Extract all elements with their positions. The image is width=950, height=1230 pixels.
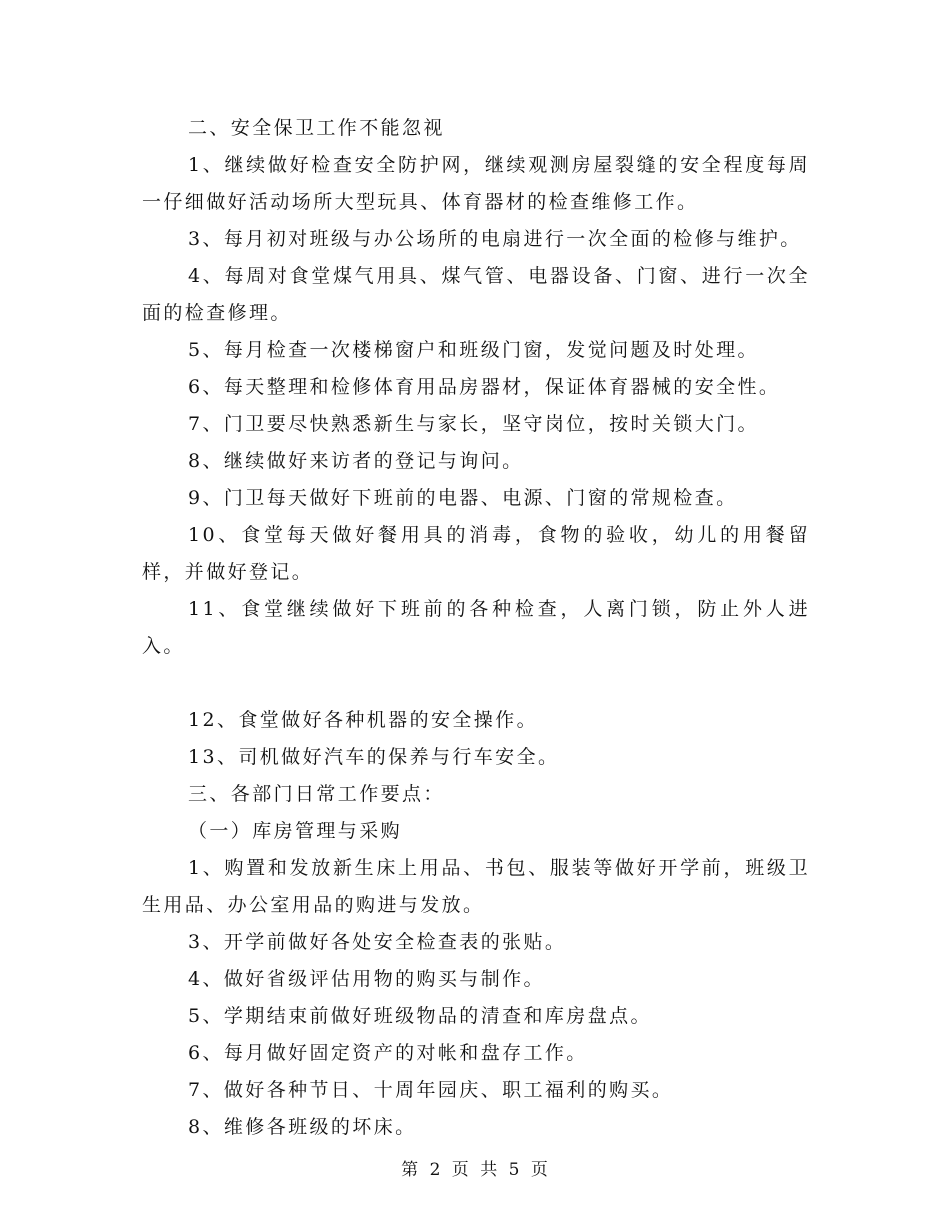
list-item: 1、购置和发放新生床上用品、书包、服装等做好开学前，班级卫生用品、办公室用品的购进与发放。 <box>142 857 810 916</box>
list-item: 3、每月初对班级与办公场所的电扇进行一次全面的检修与维护。 <box>188 228 802 250</box>
list-item: 11、食堂继续做好下班前的各种检查，人离门锁，防止外人进入。 <box>142 598 810 657</box>
list-item: 4、做好省级评估用物的购买与制作。 <box>188 968 545 990</box>
subsection-heading-warehouse: （一）库房管理与采购 <box>188 820 403 842</box>
list-item: 6、每天整理和检修体育用品房器材，保证体育器械的安全性。 <box>188 376 781 398</box>
list-item: 7、门卫要尽快熟悉新生与家长，坚守岗位，按时关锁大门。 <box>188 413 759 435</box>
list-item: 9、门卫每天做好下班前的电器、电源、门窗的常规检查。 <box>188 487 738 509</box>
document-body <box>142 110 810 1146</box>
section-heading-security: 二、安全保卫工作不能忽视 <box>188 117 445 139</box>
list-item: 8、维修各班级的坏床。 <box>188 1116 417 1138</box>
list-item: 1、继续做好检查安全防护网，继续观测房屋裂缝的安全程度每周一仔细做好活动场所大型玩具、体育器材的检查维修工作。 <box>142 154 810 213</box>
list-item: 7、做好各种节日、十周年园庆、职工福利的购买。 <box>188 1079 674 1101</box>
page-number-footer: 第 2 页 共 5 页 <box>401 1160 549 1180</box>
list-item: 8、继续做好来访者的登记与询问。 <box>188 450 524 472</box>
list-item: 3、开学前做好各处安全检查表的张贴。 <box>188 931 567 953</box>
list-item: 6、每月做好固定资产的对帐和盘存工作。 <box>188 1042 588 1064</box>
list-item: 12、食堂做好各种机器的安全操作。 <box>188 709 538 731</box>
list-item: 10、食堂每天做好餐用具的消毒，食物的验收，幼儿的用餐留样，并做好登记。 <box>142 524 810 583</box>
list-item: 5、每月检查一次楼梯窗户和班级门窗，发觉问题及时处理。 <box>188 339 759 361</box>
list-item: 4、每周对食堂煤气用具、煤气管、电器设备、门窗、进行一次全面的检查修理。 <box>142 265 810 324</box>
section-heading-departments: 三、各部门日常工作要点： <box>188 783 445 805</box>
list-item: 5、学期结束前做好班级物品的清查和库房盘点。 <box>188 1005 652 1027</box>
list-item: 13、司机做好汽车的保养与行车安全。 <box>188 746 560 768</box>
